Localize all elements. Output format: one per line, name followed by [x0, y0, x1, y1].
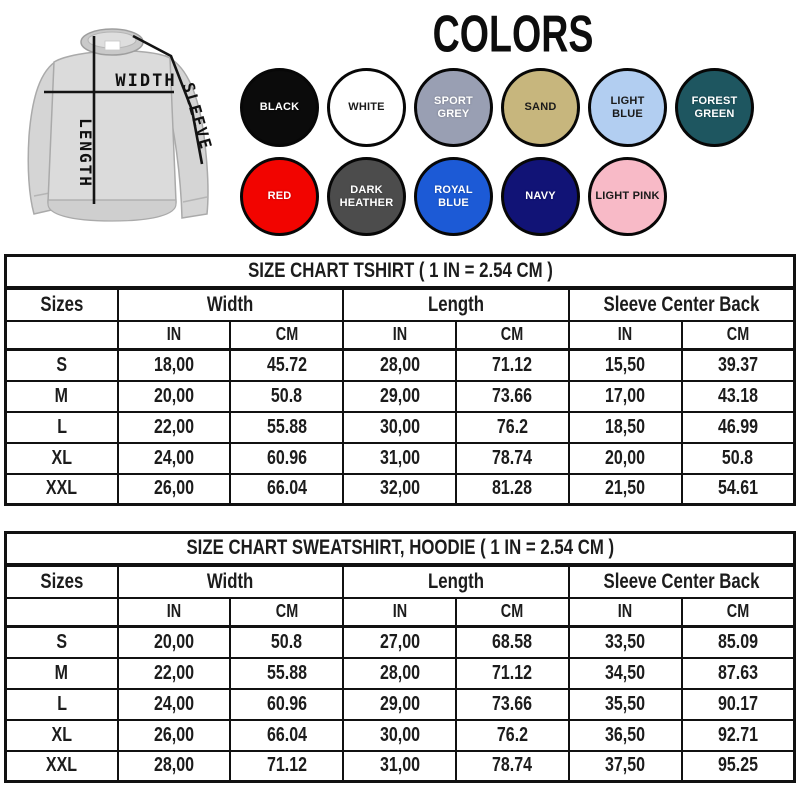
- cell-sleeve-cm: [682, 443, 795, 474]
- unit-cell: [569, 598, 682, 627]
- cell-width-cm: [230, 658, 343, 689]
- color-swatch-row-1: [232, 68, 794, 147]
- cell-text: 18,50: [605, 415, 646, 438]
- cell-text: 71.12: [492, 661, 533, 684]
- cell-length-in: [343, 751, 456, 782]
- color-swatch-navy: [501, 157, 580, 236]
- table-row-xl: [6, 443, 795, 474]
- cell-width-cm: [230, 412, 343, 443]
- cell-length-cm: [456, 412, 569, 443]
- cell-sleeve-cm: [682, 689, 795, 720]
- cell-sleeve-cm: [682, 412, 795, 443]
- cell-width-cm: [230, 720, 343, 751]
- unit-cell: [682, 321, 795, 350]
- table-row-m: [6, 381, 795, 412]
- col-header-text: Sizes: [40, 569, 84, 593]
- cell-size: [6, 720, 118, 751]
- table-unit-row: [6, 321, 795, 350]
- color-swatch-label: WHITE: [348, 101, 385, 114]
- color-swatch-label: LIGHT BLUE: [610, 94, 645, 120]
- cell-text: 29,00: [379, 384, 420, 407]
- color-swatch-label: BLACK: [259, 101, 300, 114]
- cell-text: 22,00: [153, 415, 194, 438]
- cell-text: 30,00: [379, 723, 420, 746]
- cell-width-cm: [230, 381, 343, 412]
- neck-tag: [105, 41, 120, 50]
- cell-text: L: [56, 415, 67, 438]
- colors-section: [232, 4, 794, 236]
- table-unit-row: [6, 598, 795, 627]
- cell-length-cm: [456, 350, 569, 381]
- color-swatch-label: FOREST GREEN: [691, 94, 738, 120]
- cell-size: [6, 412, 118, 443]
- cell-text: 36,50: [605, 723, 646, 746]
- cell-length-in: [343, 627, 456, 658]
- unit-text: CM: [501, 324, 524, 345]
- cell-size: [6, 689, 118, 720]
- cell-length-cm: [456, 443, 569, 474]
- cell-width-in: [118, 474, 231, 505]
- cell-text: M: [55, 384, 69, 407]
- color-swatch-light-pink: [588, 157, 667, 236]
- cell-sleeve-in: [569, 751, 682, 782]
- cell-sleeve-in: [569, 350, 682, 381]
- cell-text: 32,00: [379, 477, 420, 500]
- table-row-l: [6, 689, 795, 720]
- cell-length-in: [343, 720, 456, 751]
- cell-text: 90.17: [717, 692, 758, 715]
- cell-length-cm: [456, 689, 569, 720]
- cell-length-cm: [456, 720, 569, 751]
- cell-text: 50.8: [722, 446, 754, 469]
- length-label: LENGTH: [76, 118, 95, 188]
- unit-cell: [118, 321, 231, 350]
- unit-cell-empty: [6, 321, 118, 350]
- cell-width-in: [118, 751, 231, 782]
- col-header-sizes: [6, 565, 118, 598]
- col-header-width: [118, 565, 344, 598]
- cell-text: 21,50: [605, 477, 646, 500]
- color-swatch-label: SPORT GREY: [434, 94, 473, 120]
- cell-text: 20,00: [605, 446, 646, 469]
- sleeve-label: SLEEVE: [178, 80, 217, 153]
- color-swatch-label: ROYAL BLUE: [434, 183, 473, 209]
- cell-width-in: [118, 720, 231, 751]
- unit-text: CM: [726, 601, 749, 622]
- cell-text: 17,00: [605, 384, 646, 407]
- cell-text: 66.04: [266, 723, 307, 746]
- cell-sleeve-in: [569, 443, 682, 474]
- cell-text: 30,00: [379, 415, 420, 438]
- unit-cell: [230, 321, 343, 350]
- cell-text: 46.99: [717, 415, 758, 438]
- cell-width-in: [118, 658, 231, 689]
- cell-sleeve-cm: [682, 627, 795, 658]
- col-header-text: Sleeve Center Back: [603, 569, 760, 593]
- cell-text: 50.8: [271, 384, 303, 407]
- cell-text: 18,00: [153, 353, 194, 376]
- cell-length-in: [343, 350, 456, 381]
- cell-text: 28,00: [379, 353, 420, 376]
- cell-sleeve-cm: [682, 381, 795, 412]
- cell-size: [6, 443, 118, 474]
- cell-text: XL: [51, 723, 72, 746]
- cell-text: 20,00: [153, 384, 194, 407]
- unit-text: IN: [166, 324, 182, 345]
- hem-band: [48, 200, 176, 221]
- cell-text: 33,50: [605, 630, 646, 653]
- unit-text: CM: [275, 601, 298, 622]
- col-header-text: Length: [427, 569, 484, 593]
- cell-length-cm: [456, 381, 569, 412]
- unit-text: CM: [275, 324, 298, 345]
- cell-sleeve-in: [569, 412, 682, 443]
- colors-title: COLORS: [432, 4, 594, 63]
- cell-text: S: [56, 630, 68, 653]
- color-swatch-white: [327, 68, 406, 147]
- cell-width-cm: [230, 474, 343, 505]
- cell-text: 31,00: [379, 754, 420, 777]
- cell-length-cm: [456, 658, 569, 689]
- cell-text: 60.96: [266, 692, 307, 715]
- cell-sleeve-in: [569, 474, 682, 505]
- col-header-length: [343, 565, 569, 598]
- cell-sleeve-cm: [682, 720, 795, 751]
- cell-text: 22,00: [153, 661, 194, 684]
- table-group-header-row: [6, 288, 795, 321]
- cell-length-cm: [456, 474, 569, 505]
- unit-text: IN: [392, 324, 407, 345]
- color-swatch-royal-blue: [414, 157, 493, 236]
- cell-text: 37,50: [605, 754, 646, 777]
- color-swatch-label: DARK HEATHER: [339, 183, 394, 209]
- cell-text: 45.72: [266, 353, 307, 376]
- table-row-xxl: [6, 474, 795, 505]
- cell-text: 78.74: [492, 446, 533, 469]
- size-chart-sweatshirt-hoodie: [4, 531, 796, 783]
- cell-text: 34,50: [605, 661, 646, 684]
- unit-cell: [456, 321, 569, 350]
- cell-width-in: [118, 381, 231, 412]
- cell-text: 31,00: [379, 446, 420, 469]
- cell-width-cm: [230, 350, 343, 381]
- table-row-l: [6, 412, 795, 443]
- cell-sleeve-in: [569, 381, 682, 412]
- cell-text: 35,50: [605, 692, 646, 715]
- unit-text: CM: [501, 601, 524, 622]
- size-chart-tshirt: [4, 254, 796, 506]
- cell-text: 81.28: [492, 477, 533, 500]
- cell-text: 27,00: [379, 630, 420, 653]
- table-row-s: [6, 627, 795, 658]
- table-title: [6, 533, 795, 565]
- cell-text: 26,00: [153, 477, 194, 500]
- col-header-sleeve: [569, 565, 795, 598]
- unit-text: IN: [617, 324, 633, 345]
- cell-text: 39.37: [717, 353, 758, 376]
- unit-cell: [343, 321, 456, 350]
- unit-text: IN: [166, 601, 182, 622]
- cell-sleeve-cm: [682, 751, 795, 782]
- cell-text: 43.18: [717, 384, 758, 407]
- cell-text: 28,00: [379, 661, 420, 684]
- cell-width-in: [118, 627, 231, 658]
- cell-text: 85.09: [717, 630, 758, 653]
- cell-text: L: [56, 692, 67, 715]
- color-swatch-label: NAVY: [525, 190, 556, 203]
- table-row-xxl: [6, 751, 795, 782]
- cell-size: [6, 627, 118, 658]
- cell-text: 78.74: [492, 754, 533, 777]
- cell-text: 73.66: [492, 384, 533, 407]
- cell-size: [6, 658, 118, 689]
- cell-text: M: [55, 661, 69, 684]
- cell-width-in: [118, 443, 231, 474]
- cell-text: 24,00: [153, 446, 194, 469]
- cell-width-cm: [230, 443, 343, 474]
- cell-sleeve-cm: [682, 658, 795, 689]
- color-swatch-label: SAND: [524, 101, 557, 114]
- cell-text: 87.63: [717, 661, 758, 684]
- color-swatch-black: [240, 68, 319, 147]
- cell-text: XL: [51, 446, 72, 469]
- table-title-row: [6, 533, 795, 565]
- col-header-sleeve: [569, 288, 795, 321]
- color-swatch-dark-heather: [327, 157, 406, 236]
- cell-length-cm: [456, 751, 569, 782]
- color-swatch-row-2: [232, 157, 794, 236]
- table-title: [6, 256, 795, 288]
- col-header-sizes: [6, 288, 118, 321]
- table-title-text: SIZE CHART TSHIRT ( 1 IN = 2.54 CM ): [247, 259, 553, 283]
- table-group-header-row: [6, 565, 795, 598]
- table-row-m: [6, 658, 795, 689]
- col-header-text: Width: [207, 569, 254, 593]
- color-swatch-sport-grey: [414, 68, 493, 147]
- color-swatch-light-blue: [588, 68, 667, 147]
- cell-length-in: [343, 381, 456, 412]
- col-header-text: Sleeve Center Back: [603, 292, 760, 316]
- table-row-xl: [6, 720, 795, 751]
- cell-text: 73.66: [492, 692, 533, 715]
- cell-text: 60.96: [266, 446, 307, 469]
- cell-text: 50.8: [271, 630, 303, 653]
- cell-sleeve-in: [569, 689, 682, 720]
- cell-text: 20,00: [153, 630, 194, 653]
- color-swatch-label: RED: [267, 190, 292, 203]
- unit-cell: [343, 598, 456, 627]
- unit-text: CM: [726, 324, 749, 345]
- unit-cell: [569, 321, 682, 350]
- cell-text: 76.2: [496, 723, 528, 746]
- cell-length-cm: [456, 627, 569, 658]
- unit-cell: [230, 598, 343, 627]
- color-swatch-forest-green: [675, 68, 754, 147]
- cell-text: 55.88: [266, 415, 307, 438]
- cell-sleeve-in: [569, 658, 682, 689]
- cell-text: XXL: [46, 754, 78, 777]
- cell-text: XXL: [46, 477, 78, 500]
- cell-text: 15,50: [605, 353, 646, 376]
- cell-length-in: [343, 412, 456, 443]
- cell-text: 28,00: [153, 754, 194, 777]
- cell-text: 95.25: [717, 754, 758, 777]
- cell-text: S: [56, 353, 68, 376]
- unit-text: IN: [392, 601, 407, 622]
- unit-cell-empty: [6, 598, 118, 627]
- col-header-length: [343, 288, 569, 321]
- cell-text: 24,00: [153, 692, 194, 715]
- table-row-s: [6, 350, 795, 381]
- cell-sleeve-in: [569, 720, 682, 751]
- table-title-row: [6, 256, 795, 288]
- cell-width-cm: [230, 689, 343, 720]
- cell-text: 76.2: [496, 415, 528, 438]
- cell-text: 66.04: [266, 477, 307, 500]
- color-swatch-sand: [501, 68, 580, 147]
- cell-text: 29,00: [379, 692, 420, 715]
- cell-text: 54.61: [717, 477, 758, 500]
- cell-width-in: [118, 412, 231, 443]
- cell-width-in: [118, 689, 231, 720]
- cell-length-in: [343, 443, 456, 474]
- color-swatch-red: [240, 157, 319, 236]
- cell-length-in: [343, 689, 456, 720]
- unit-cell: [118, 598, 231, 627]
- cell-width-cm: [230, 751, 343, 782]
- sweatshirt-image: [6, 6, 224, 244]
- cell-sleeve-cm: [682, 350, 795, 381]
- cell-text: 71.12: [266, 754, 307, 777]
- cell-text: 68.58: [492, 630, 533, 653]
- cell-size: [6, 474, 118, 505]
- cell-text: 55.88: [266, 661, 307, 684]
- cell-width-in: [118, 350, 231, 381]
- col-header-text: Width: [207, 292, 254, 316]
- garment-diagram: [6, 6, 224, 244]
- cell-text: 92.71: [717, 723, 758, 746]
- unit-cell: [456, 598, 569, 627]
- col-header-text: Length: [427, 292, 484, 316]
- cell-sleeve-in: [569, 627, 682, 658]
- cell-length-in: [343, 658, 456, 689]
- cell-size: [6, 381, 118, 412]
- cell-size: [6, 350, 118, 381]
- cell-length-in: [343, 474, 456, 505]
- cell-size: [6, 751, 118, 782]
- unit-text: IN: [617, 601, 633, 622]
- cell-width-cm: [230, 627, 343, 658]
- cell-text: 26,00: [153, 723, 194, 746]
- col-header-text: Sizes: [40, 292, 84, 316]
- col-header-width: [118, 288, 344, 321]
- cell-text: 71.12: [492, 353, 533, 376]
- table-title-text: SIZE CHART SWEATSHIRT, HOODIE ( 1 IN = 2.54 CM ): [186, 536, 614, 560]
- cell-sleeve-cm: [682, 474, 795, 505]
- width-label: WIDTH: [115, 71, 177, 91]
- color-swatch-label: LIGHT PINK: [595, 190, 660, 203]
- unit-cell: [682, 598, 795, 627]
